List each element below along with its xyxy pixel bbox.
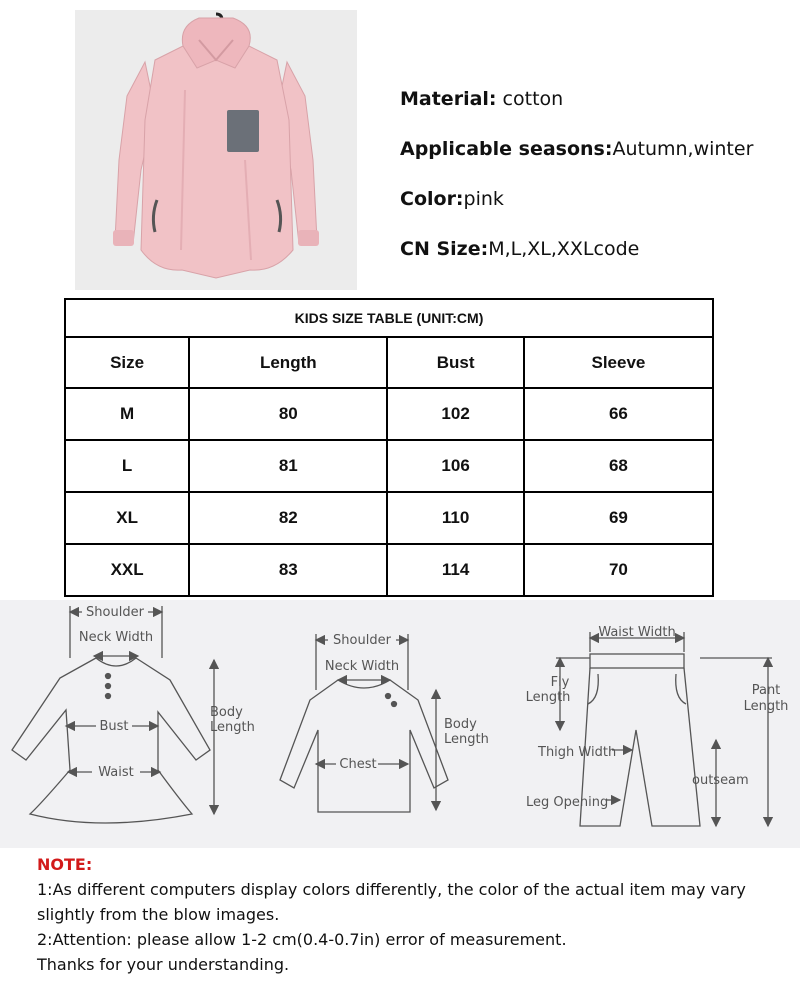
pants-length-label: Pant bbox=[751, 683, 781, 698]
spec-material: Material: cotton bbox=[400, 88, 564, 110]
kids-size-table bbox=[64, 298, 714, 597]
cell-length: 81 bbox=[189, 440, 387, 492]
dress-neck-label: Neck Width bbox=[78, 630, 154, 645]
header-size: Size bbox=[65, 337, 189, 388]
note-line-1: 1:As different computers display colors differently, the color of the actual item may vary slightly from the blow images. bbox=[37, 880, 746, 924]
dress-shoulder-label: Shoulder bbox=[86, 605, 144, 620]
table-row bbox=[65, 492, 713, 544]
cell-size: M bbox=[65, 388, 189, 440]
pants-length-label-2: Length bbox=[743, 699, 789, 714]
cell-size: L bbox=[65, 440, 189, 492]
cell-length: 83 bbox=[189, 544, 387, 596]
cell-bust: 114 bbox=[387, 544, 523, 596]
cell-length: 80 bbox=[189, 388, 387, 440]
cell-sleeve: 66 bbox=[524, 388, 713, 440]
top-shoulder-label: Shoulder bbox=[333, 633, 391, 648]
note-title: NOTE: bbox=[37, 855, 93, 874]
table-row bbox=[65, 440, 713, 492]
size-table-caption: KIDS SIZE TABLE (UNIT:CM) bbox=[65, 299, 713, 337]
size-table-header-row bbox=[65, 337, 713, 388]
spec-color: Color:pink bbox=[400, 188, 504, 210]
cell-bust: 110 bbox=[387, 492, 523, 544]
pants-thigh-label: Thigh Width bbox=[538, 745, 617, 760]
header-bust: Bust bbox=[387, 337, 523, 388]
top-outline bbox=[280, 680, 448, 812]
cell-size: XL bbox=[65, 492, 189, 544]
note-section bbox=[37, 852, 797, 977]
dress-length-label: Length bbox=[210, 720, 255, 735]
top-neck-label: Neck Width bbox=[324, 659, 400, 674]
pants-leg-label: Leg Opening bbox=[526, 795, 609, 810]
table-row bbox=[65, 544, 713, 596]
product-photo bbox=[75, 10, 357, 290]
pants-waist-label: Waist Width bbox=[598, 625, 676, 640]
pink-hoodie-dress-image bbox=[75, 10, 357, 290]
spec-size: CN Size:M,L,XL,XXLcode bbox=[400, 238, 640, 260]
pants-fly-length-label: Length bbox=[525, 690, 571, 705]
top-body-label: Body bbox=[444, 717, 477, 732]
pants-waistband bbox=[590, 654, 684, 668]
note-line-2: 2:Attention: please allow 1-2 cm(0.4-0.7in) error of measurement. bbox=[37, 930, 567, 949]
cell-sleeve: 69 bbox=[524, 492, 713, 544]
note-line-3: Thanks for your understanding. bbox=[37, 955, 290, 974]
pants-outseam-label: outseam bbox=[692, 773, 749, 788]
dress-body-label: Body bbox=[210, 705, 243, 720]
pants-fly-label: Fly bbox=[550, 675, 570, 690]
header-sleeve: Sleeve bbox=[524, 337, 713, 388]
cell-bust: 106 bbox=[387, 440, 523, 492]
dress-outline bbox=[12, 658, 210, 823]
product-specs bbox=[400, 86, 790, 286]
cell-size: XXL bbox=[65, 544, 189, 596]
cell-sleeve: 68 bbox=[524, 440, 713, 492]
top-length-label: Length bbox=[444, 732, 489, 747]
dress-bust-label: Bust bbox=[99, 719, 129, 734]
measurement-diagrams bbox=[0, 600, 800, 848]
spec-seasons: Applicable seasons:Autumn,winter bbox=[400, 138, 754, 160]
table-row bbox=[65, 388, 713, 440]
cell-bust: 102 bbox=[387, 388, 523, 440]
top-chest-label: Chest bbox=[339, 757, 377, 772]
dress-waist-label: Waist bbox=[98, 765, 134, 780]
header-length: Length bbox=[189, 337, 387, 388]
cell-sleeve: 70 bbox=[524, 544, 713, 596]
cell-length: 82 bbox=[189, 492, 387, 544]
